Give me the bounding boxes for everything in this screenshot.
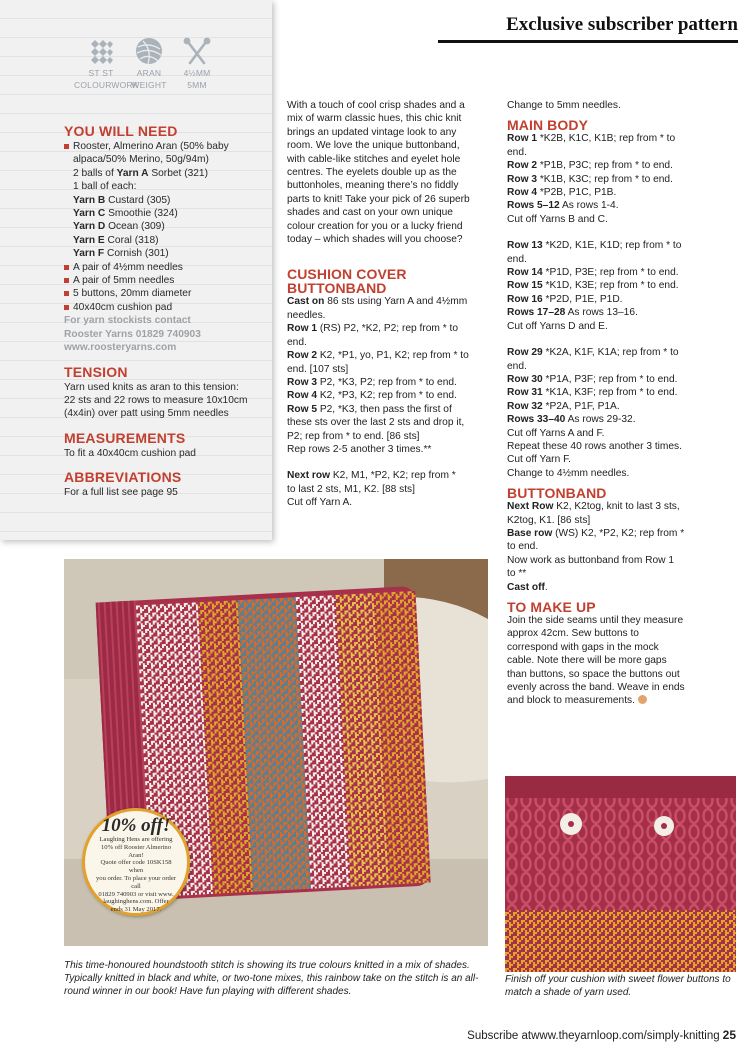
instruction-line	[287, 309, 491, 322]
instruction-lead: Row 4	[287, 390, 318, 402]
right-column	[507, 99, 703, 708]
instruction-line	[507, 213, 703, 226]
instruction-line	[287, 336, 491, 349]
abbreviations-text: For a full list see page 95	[64, 487, 178, 499]
yarn-item	[64, 234, 264, 247]
spec-needles-line2: 5MM	[187, 80, 207, 90]
yarn-colour: Custard (305)	[105, 194, 171, 206]
yarn-colour: Ocean (309)	[105, 221, 165, 233]
yarn-a-name: Yarn A	[116, 167, 149, 179]
instruction-line	[287, 483, 491, 496]
instruction-lead: Row 1	[507, 133, 538, 145]
instruction-lead: Rows 5–12	[507, 200, 560, 212]
instruction-text: Cut off Yarns D and E.	[507, 320, 608, 332]
intro-line: With a touch of cool crisp shades and a	[287, 100, 465, 111]
instruction-line	[507, 266, 703, 279]
instruction-line	[287, 443, 491, 456]
instruction-lead: Row 32	[507, 400, 543, 412]
middle-column	[287, 99, 491, 510]
instruction-line	[507, 413, 703, 426]
instruction-text: end.	[507, 146, 527, 158]
instruction-line	[287, 376, 491, 389]
instruction-line	[287, 469, 491, 482]
instruction-lead: Row 29	[507, 347, 543, 359]
yarn-a-line	[64, 167, 264, 180]
instruction-line	[507, 527, 703, 540]
instruction-lead: Cast on	[287, 296, 325, 308]
instruction-line	[507, 453, 703, 466]
spec-weight	[122, 36, 176, 90]
offer-line: Quote offer code 10SK158 when	[100, 859, 172, 875]
need-item: 5 buttons, 20mm diameter	[64, 287, 264, 300]
needle-change: Change to 5mm needles.	[507, 100, 621, 111]
instruction-line	[287, 430, 491, 443]
instruction-line	[507, 146, 703, 159]
footer-subscribe-link[interactable]: www.theyarnloop.com/simply-knitting	[531, 1030, 720, 1042]
cushion-next-row	[287, 469, 491, 509]
instruction-lead: Row 5	[287, 403, 318, 415]
instruction-lead: Row 30	[507, 373, 543, 385]
instruction-line	[507, 440, 703, 453]
offer-line: you order. To place your order call	[96, 874, 176, 890]
main-body-block	[507, 132, 703, 226]
yarn-item	[64, 207, 264, 220]
instruction-text: needles.	[287, 309, 326, 321]
instruction-lead: Row 15	[507, 280, 543, 292]
tension-line: 22 sts and 22 rows to measure 10x10cm	[64, 394, 248, 406]
instruction-line	[507, 132, 703, 145]
tension-heading: TENSION	[64, 363, 128, 380]
stockists-line: For yarn stockists contact	[64, 315, 191, 327]
intro-line: mix of warm classic hues, this chic knit	[287, 113, 462, 125]
yarn-colour: Coral (318)	[104, 234, 159, 246]
instruction-text: *P2B, P1C, P1B.	[537, 187, 617, 199]
intro-line: room. We love the unique buttonband,	[287, 140, 460, 152]
instruction-text: *P2D, P1E, P1D.	[542, 293, 623, 305]
offer-headline: 10% off!	[101, 815, 171, 836]
make-up-line: than buttons, so space the buttons out	[507, 668, 680, 680]
page-header	[438, 14, 738, 43]
instruction-text: P2; rep from * to end. [86 sts]	[287, 430, 420, 442]
offer-line: 10% off Rooster Almerino Aran!	[100, 843, 172, 859]
yarn-swatch-icon	[86, 36, 116, 66]
instruction-text: end.	[507, 360, 527, 372]
instruction-text: Repeat these 40 rows another 3 times.	[507, 440, 682, 452]
make-up-heading: TO MAKE UP	[507, 599, 596, 615]
instruction-lead: Row 1	[287, 323, 318, 335]
instruction-line	[507, 567, 703, 580]
page-footer	[467, 1028, 736, 1042]
instruction-line	[507, 199, 703, 212]
instruction-text: end.	[287, 336, 307, 348]
instruction-text: K2, *P3, K2; rep from * to end.	[317, 390, 457, 402]
instruction-text: to end.	[507, 541, 539, 553]
main-body-heading: MAIN BODY	[507, 117, 589, 134]
instruction-line	[507, 306, 703, 319]
instruction-line	[507, 467, 703, 480]
intro-line: colour creation for you or a lucky friend	[287, 220, 463, 232]
yarn-end-icon	[638, 695, 647, 704]
instruction-lead: Row 14	[507, 267, 543, 279]
need-item: A pair of 4½mm needles	[64, 261, 264, 274]
instruction-text: K2, M1, *P2, K2; rep from *	[330, 470, 456, 482]
instruction-text: Cut off Yarns A and F.	[507, 427, 605, 439]
footer-prefix: Subscribe at	[467, 1030, 532, 1042]
instruction-line	[287, 496, 491, 509]
instruction-text: *P1B, P3C; rep from * to end.	[537, 160, 673, 172]
panel-body	[64, 123, 264, 500]
spec-weight-line1: ARAN	[136, 68, 162, 78]
yarn-item	[64, 220, 264, 233]
make-up-line: and block to measurements.	[507, 695, 635, 707]
yarn-a-prefix: 2 balls of	[73, 167, 117, 179]
buttonband-detail-illustration	[505, 776, 736, 972]
yarn-line: Rooster, Almerino Aran (50% baby alpaca/50% Merino, 50g/94m)	[64, 140, 264, 167]
spec-stitch-line1: ST ST	[88, 68, 114, 78]
instruction-line	[507, 173, 703, 186]
instruction-line	[507, 279, 703, 292]
make-up-line: correspond with gaps in the mock	[507, 641, 659, 653]
yarn-name: Yarn C	[73, 208, 106, 220]
spec-needles	[170, 36, 224, 90]
instruction-line	[507, 239, 703, 252]
instruction-text: As rows 13–16.	[565, 307, 638, 319]
instruction-line	[507, 427, 703, 440]
make-up-line: cable. Note there will be more gaps	[507, 655, 667, 667]
yarn-colour: Smoothie (324)	[105, 208, 178, 220]
intro-line: with cable-like stitches and eyelet hole	[287, 153, 461, 165]
instruction-lead: Rows 17–28	[507, 307, 566, 319]
instruction-line	[287, 363, 491, 376]
cushion-heading: CUSHION COVER	[287, 266, 407, 283]
main-body-block	[507, 239, 703, 333]
instruction-line	[507, 581, 703, 594]
instruction-line	[507, 186, 703, 199]
yarn-name: Yarn D	[73, 221, 106, 233]
pattern-info-panel	[0, 0, 272, 540]
cushion-instructions	[287, 295, 491, 456]
yarn-name: Yarn E	[73, 234, 105, 246]
detail-photo-caption: Finish off your cushion with sweet flower buttons to match a shade of yarn used.	[505, 974, 731, 998]
instruction-lead: Base row	[507, 527, 553, 539]
instruction-text: to last 2 sts, M1, K2. [88 sts]	[287, 483, 415, 495]
instruction-line	[507, 253, 703, 266]
buttonband-detail-photo	[505, 776, 736, 972]
instruction-line	[287, 389, 491, 402]
instruction-text: *P1D, P3E; rep from * to end.	[542, 267, 679, 279]
instruction-line	[507, 159, 703, 172]
instruction-line	[507, 320, 703, 333]
instruction-text: to **	[507, 568, 527, 580]
spec-icons	[74, 36, 224, 96]
main-body-block	[507, 346, 703, 480]
instruction-text: *K2B, K1C, K1B; rep from * to	[537, 133, 676, 145]
page-number: 25	[722, 1028, 736, 1042]
instruction-lead: Row 2	[287, 350, 318, 362]
instruction-lead: Rows 33–40	[507, 414, 566, 426]
instruction-line	[507, 293, 703, 306]
instruction-line	[287, 403, 491, 416]
header-rule	[438, 40, 738, 43]
page-title: Exclusive subscriber pattern	[506, 14, 738, 35]
instruction-text: K2, *P1, yo, P1, K2; rep from * to	[317, 350, 469, 362]
instruction-lead: Next row	[287, 470, 331, 482]
instruction-line	[507, 554, 703, 567]
instruction-lead: Next Row	[507, 501, 554, 513]
instruction-text: these sts over the last 2 sts and drop it,	[287, 417, 465, 429]
instruction-line	[287, 295, 491, 308]
instruction-lead: Row 31	[507, 387, 543, 399]
make-up-line-last	[507, 694, 703, 707]
spec-needles-line1: 4½MM	[183, 68, 211, 78]
instruction-text: K2, K2tog, knit to last 3 sts,	[553, 501, 680, 513]
you-will-need-heading: YOU WILL NEED	[64, 123, 178, 139]
instruction-line	[507, 500, 703, 513]
make-up-line: approx 42cm. Sew buttons to	[507, 628, 639, 640]
instruction-text: *K1D, K3E; rep from * to end.	[542, 280, 679, 292]
stockists-phone: Rooster Yarns 01829 740903	[64, 328, 201, 340]
yarn-item	[64, 194, 264, 207]
each-line: 1 ball of each:	[73, 181, 137, 193]
instruction-lead: Row 13	[507, 240, 543, 252]
yarn-colour: Cornish (301)	[104, 248, 169, 260]
intro-line: shades and cast on your own unique	[287, 207, 453, 219]
intro-line: today – which shades will you choose?	[287, 234, 463, 246]
instruction-text: K2tog, K1. [86 sts]	[507, 514, 591, 526]
instruction-text: *K2D, K1E, K1D; rep from * to	[542, 240, 682, 252]
instruction-line	[507, 386, 703, 399]
need-item: A pair of 5mm needles	[64, 274, 264, 287]
abbreviations-heading: ABBREVIATIONS	[64, 469, 182, 486]
instruction-text: Change to 4½mm needles.	[507, 467, 630, 479]
instruction-text: Cut off Yarns B and C.	[507, 213, 608, 225]
instruction-text: *K1A, K3F; rep from * to end.	[542, 387, 678, 399]
measurements-heading: MEASUREMENTS	[64, 429, 186, 446]
yarn-name: Yarn B	[73, 194, 106, 206]
intro-line: brings an updated vintage look to any	[287, 126, 457, 138]
offer-line: Laughing Hens are offering	[99, 836, 173, 843]
spec-stitch	[74, 36, 139, 90]
spec-stitch-line2: COLOURWORK	[74, 80, 139, 90]
instruction-lead: Row 2	[507, 160, 538, 172]
instruction-text: .	[544, 581, 548, 593]
intro-line: parts to knit! Take your pick of 26 superb	[287, 193, 470, 205]
instruction-line	[507, 400, 703, 413]
instruction-text: end. [107 sts]	[287, 363, 349, 375]
instruction-text: P2, *K3, then pass the first of	[317, 403, 452, 415]
instruction-lead: Row 3	[287, 376, 318, 388]
instruction-text: (RS) P2, *K2, P2; rep from * to	[317, 323, 458, 335]
instruction-lead: Row 3	[507, 173, 538, 185]
make-up-line: evenly across the band. Weave in ends	[507, 682, 685, 694]
instruction-text: As rows 29-32.	[565, 414, 636, 426]
instruction-line	[507, 360, 703, 373]
instruction-text: Cut off Yarn A.	[287, 497, 353, 509]
instruction-line	[507, 373, 703, 386]
instruction-text: Cut off Yarn F.	[507, 454, 571, 466]
buttonband-instructions	[507, 500, 703, 594]
buttonband-heading: BUTTONBAND	[507, 485, 607, 502]
instruction-line	[287, 349, 491, 362]
stockists-website: www.roosteryarns.com	[64, 342, 177, 354]
instruction-text: *K2A, K1F, K1A; rep from * to	[542, 347, 679, 359]
spec-weight-line2: WEIGHT	[131, 80, 167, 90]
main-photo-caption: This time-honoured houndstooth stitch is showing its true colours knitted in a mix of shades. Typically knitted in black and white, or two-tone mixes, this rainbow take on the stitch is an all-round winner in our book! Have fun playing with different shades.	[64, 960, 479, 997]
yarn-a-colour: Sorbet (321)	[148, 167, 208, 179]
measurements-text: To fit a 40x40cm cushion pad	[64, 447, 196, 459]
instruction-text: *K1B, K3C; rep from * to end.	[537, 173, 673, 185]
instruction-line	[507, 540, 703, 553]
yarn-item	[64, 247, 264, 260]
intro-line: centres. The eyelets double up as the	[287, 167, 457, 179]
instruction-text: Now work as buttonband from Row 1	[507, 554, 675, 566]
instruction-lead: Row 16	[507, 293, 543, 305]
yarn-ball-icon	[134, 36, 164, 66]
instruction-text: As rows 1-4.	[559, 200, 619, 212]
instruction-line	[287, 416, 491, 429]
instruction-line	[507, 346, 703, 359]
buttonband-subheading: BUTTONBAND	[287, 280, 387, 297]
make-up-line: Join the side seams until they measure	[507, 615, 684, 626]
instruction-text: Rep rows 2-5 another 3 times.**	[287, 443, 432, 455]
instruction-line	[287, 322, 491, 335]
intro-line: buttonholes, meaning there’s no fiddly	[287, 180, 459, 192]
instruction-text: 86 sts using Yarn A and 4½mm	[324, 296, 468, 308]
offer-line: laughinghens.com. Offer	[103, 898, 169, 906]
instruction-text: *P2A, P1F, P1A.	[542, 400, 620, 412]
instruction-lead: Cast off	[507, 581, 545, 593]
tension-line: (4x4in) over patt using 5mm needles	[64, 408, 229, 420]
offer-line: 01829 740903 or visit www.	[98, 890, 174, 898]
discount-offer-badge	[82, 808, 190, 916]
instruction-text: *P1A, P3F; rep from * to end.	[542, 373, 678, 385]
instruction-text: P2, *K3, P2; rep from * to end.	[317, 376, 457, 388]
instruction-line	[507, 514, 703, 527]
tension-line: Yarn used knits as aran to this tension:	[64, 381, 239, 393]
yarn-name: Yarn F	[73, 248, 105, 260]
need-item: 40x40cm cushion pad	[64, 301, 264, 314]
instruction-lead: Row 4	[507, 187, 538, 199]
instruction-text: end.	[507, 253, 527, 265]
offer-line: ends 31 May 2017.	[110, 906, 162, 914]
instruction-text: (WS) K2, *P2, K2; rep from *	[552, 527, 685, 539]
knitting-needles-icon	[182, 36, 212, 66]
